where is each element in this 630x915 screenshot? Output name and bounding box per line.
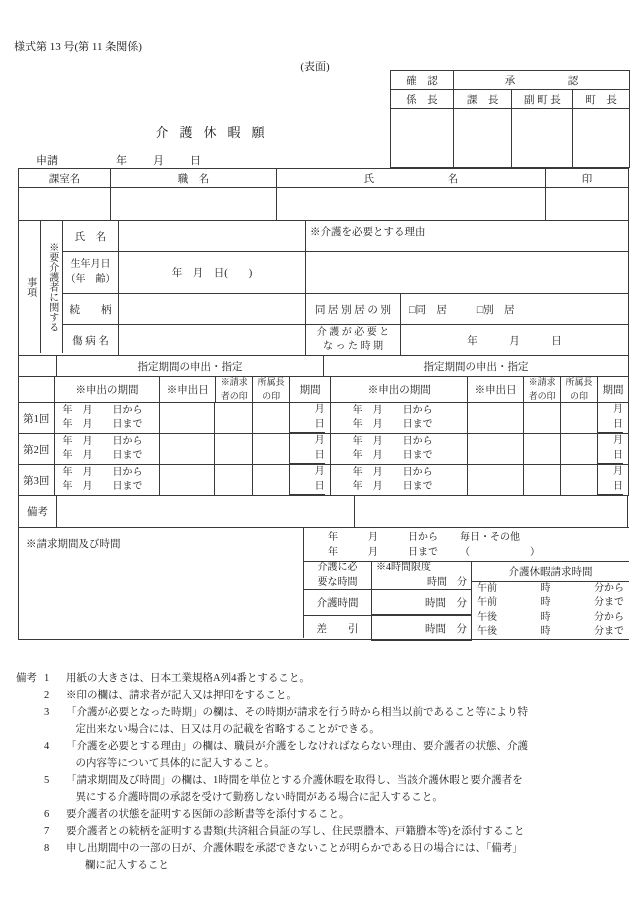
duration-month-3a: 月 [314, 466, 325, 477]
needed-care-line2: 要な時間 [317, 576, 358, 588]
period-to-1a: 年 月 日まで [62, 419, 143, 430]
label-claim-period: ※請求期間及び時間 [26, 539, 121, 550]
period-from-1b: 年 月 日から [352, 404, 433, 416]
list-item [16, 806, 620, 823]
period-col-duration-1: 期間 [290, 377, 331, 402]
col-header-position: 職 名 [111, 169, 277, 187]
duration-month-1a: 月 [314, 404, 325, 415]
period-from-3a: 年 月 日から [62, 466, 143, 478]
label-cohabitation: 同 居 別 居 の 別 [306, 294, 401, 324]
input-request-date-3b[interactable] [468, 465, 524, 495]
list-item[interactable] [477, 625, 624, 639]
remark-text-7: 要介護者との続柄を証明する書類(共済組合員証の写し、住民票謄本、戸籍謄本等)を添付すること [66, 826, 525, 837]
remark-text-3-line1: 「介護が必要となった時期」の欄は、その時期が請求を行う時から相当以前であること等により特 [66, 707, 528, 718]
remarks-spacer-3 [16, 704, 44, 738]
time-hour-1: 時 [540, 583, 551, 595]
duration-month-2b: 月 [612, 435, 623, 446]
approval-header-row [391, 71, 629, 90]
application-day: 日 [190, 155, 201, 167]
period-to-2b: 年 月 日まで [352, 450, 433, 461]
input-claim-dates[interactable] [304, 530, 629, 560]
input-department[interactable] [19, 188, 111, 220]
label-care-start-line2: な っ た 時 期 [323, 341, 383, 352]
checkbox-separate[interactable]: □別 居 [476, 304, 515, 316]
remark-text-5 [66, 772, 620, 806]
input-difference[interactable]: 時間 分 [372, 616, 472, 641]
input-claimant-seal-2b[interactable] [524, 434, 561, 464]
period-column-header-row [19, 377, 629, 403]
period-col-request-span-2: ※申出の期間 [331, 377, 468, 402]
duration-day-1a: 日 [314, 418, 325, 430]
list-item [16, 840, 620, 874]
period-col-supervisor-seal-2 [561, 377, 598, 402]
form-number: 様式第 13 号(第 11 条関係) [14, 41, 142, 53]
remark-number-7: 7 [44, 826, 50, 837]
input-name[interactable] [277, 188, 546, 220]
remarks-title: 備考 [16, 673, 37, 684]
supervisor-seal-line1: 所属長 [257, 377, 285, 388]
duration-month-1b: 月 [612, 404, 623, 415]
time-ampm-2: 午前 [477, 597, 497, 609]
approval-stamp-kakaricho[interactable] [391, 109, 454, 167]
list-item[interactable] [477, 611, 624, 625]
label-caregiver-name: 氏 名 [63, 221, 119, 251]
list-item [16, 704, 620, 738]
table-row [19, 403, 629, 434]
label-notes: 備考 [19, 496, 57, 527]
period-row-label-2: 第2回 [19, 434, 55, 464]
page-title: 介護休暇願 [155, 125, 276, 140]
input-request-date-1b[interactable] [468, 403, 524, 433]
remarks-spacer-7 [16, 823, 44, 840]
period-to-3b: 年 月 日まで [352, 481, 433, 492]
list-item [16, 687, 620, 704]
remark-number-4: 4 [44, 741, 50, 752]
period-col-duration-2: 期間 [598, 377, 629, 402]
checkbox-cohabit[interactable]: □同 居 [409, 304, 447, 316]
period-group-header-right: 指定期間の申出・指定 [324, 356, 629, 376]
period-to-1b: 年 月 日まで [352, 419, 433, 430]
notes-row [19, 496, 629, 528]
remarks-section [16, 670, 620, 874]
input-duration-2a[interactable] [290, 434, 331, 464]
label-caregiver-relation: 続 柄 [63, 294, 119, 324]
remark-number-5: 5 [44, 775, 50, 786]
input-duration-1b[interactable] [598, 403, 629, 433]
list-item[interactable] [477, 582, 624, 596]
approval-stamp-fukuchocho[interactable] [512, 109, 573, 167]
application-label: 申請 [36, 155, 58, 167]
supervisor-seal2-line1: 所属長 [565, 377, 593, 388]
label-care-start-line1: 介 護 が 必 要 と [316, 326, 390, 338]
list-item [16, 772, 620, 806]
label-care-time: 介護時間 [304, 590, 372, 615]
input-duration-1a[interactable] [290, 403, 331, 433]
period-group-header-left: 指定期間の申出・指定 [57, 356, 324, 376]
input-period-span-3b[interactable] [331, 465, 468, 495]
claimant-seal-line1: ※請求 [220, 377, 248, 388]
input-supervisor-seal-2b[interactable] [561, 434, 598, 464]
time-suffix-3: 分から [594, 611, 624, 623]
input-claimant-seal-2a[interactable] [215, 434, 252, 464]
time-ampm-3: 午後 [477, 611, 497, 623]
input-period-span-2a[interactable] [55, 434, 160, 464]
approval-stamp-chocho[interactable] [573, 109, 629, 167]
label-needed-care-time [304, 562, 372, 589]
input-duration-2b[interactable] [598, 434, 629, 464]
input-duration-3a[interactable] [290, 465, 331, 495]
remark-number-8: 8 [44, 843, 50, 854]
duration-day-2b: 日 [612, 449, 623, 461]
col-header-name: 氏 名 [277, 169, 546, 187]
input-duration-3b[interactable] [598, 465, 629, 495]
period-col-request-date-2: ※申出日 [468, 377, 524, 402]
supervisor-seal-line2: の印 [262, 390, 281, 401]
duration-month-2a: 月 [314, 435, 325, 446]
approval-stamp-kacho[interactable] [454, 109, 513, 167]
period-from-2a: 年 月 日から [62, 435, 143, 447]
duration-day-2a: 日 [314, 449, 325, 461]
remarks-spacer-6 [16, 806, 44, 823]
period-from-3b: 年 月 日から [352, 466, 433, 478]
approval-post-row [391, 90, 629, 109]
input-supervisor-seal-1a[interactable] [253, 403, 290, 433]
input-care-start-date[interactable]: 年 月 日 [401, 325, 629, 355]
approval-approve-header: 承 認 [504, 75, 579, 87]
remark-number-1: 1 [44, 673, 50, 684]
main-form-table [18, 168, 629, 640]
period-col-claimant-seal-1 [216, 377, 253, 402]
period-from-1a: 年 月 日から [62, 404, 143, 416]
period-col-spacer [19, 377, 55, 402]
input-period-span-2b[interactable] [331, 434, 468, 464]
time-ampm-4: 午後 [477, 625, 497, 637]
time-hour-2: 時 [540, 597, 551, 609]
remark-number-2: 2 [44, 690, 50, 701]
label-difference: 差 引 [304, 616, 372, 641]
approval-post-kacho: 課 長 [454, 90, 513, 108]
label-caregiver-illness: 傷 病 名 [63, 325, 119, 355]
supervisor-seal2-line2: の印 [569, 390, 588, 401]
period-col-claimant-seal-2 [524, 377, 561, 402]
applicant-header-row [19, 169, 629, 188]
remarks-spacer-2 [16, 687, 44, 704]
claim-period-to: 年 月 日まで [328, 546, 438, 558]
approval-post-chocho: 町 長 [585, 94, 617, 106]
time-ampm-1: 午前 [477, 583, 497, 595]
input-period-span-1a[interactable] [55, 403, 160, 433]
applicant-input-row [19, 188, 629, 221]
remark-text-4-line2: の内容等について具体的に記入すること。 [75, 758, 275, 769]
remark-text-2: ※印の欄は、請求者が記入又は押印をすること。 [66, 690, 297, 701]
duration-day-3a: 日 [314, 480, 325, 492]
input-claim-period-label-area[interactable] [19, 528, 304, 638]
input-period-span-1b[interactable] [331, 403, 468, 433]
label-birth-age: （年 齢） [65, 273, 116, 285]
list-item [16, 738, 620, 772]
label-caregiver-birth [63, 252, 119, 293]
remarks-spacer-8 [16, 840, 44, 874]
needed-care-line1: 介護に必 [317, 562, 358, 573]
care-reason-continued[interactable] [306, 252, 629, 293]
approval-box [390, 70, 630, 168]
input-request-date-1a[interactable] [160, 403, 216, 433]
period-col-supervisor-seal-1 [253, 377, 290, 402]
remark-text-5-line1: 「請求期間及び時間」の欄は、1時間を単位とする介護休暇を取得し、当該介護休暇と要介護者を [66, 775, 523, 786]
input-care-time[interactable]: 時間 分 [372, 590, 472, 615]
application-year: 年 [116, 155, 127, 167]
approval-post-fukuchocho: 副 町 長 [512, 90, 573, 108]
col-header-department: 課室名 [19, 169, 111, 187]
period-row-label-1: 第1回 [19, 403, 55, 433]
label-care-leave-request-time: 介護休暇請求時間 [472, 562, 629, 582]
label-birth-main: 生年月日 [70, 259, 111, 270]
period-from-2b: 年 月 日から [352, 435, 433, 447]
input-request-date-2b[interactable] [468, 434, 524, 464]
caregiver-vertical-label-inner: ※要介護者に関する [41, 221, 63, 353]
input-supervisor-seal-3a[interactable] [253, 465, 290, 495]
input-claimant-seal-1b[interactable] [524, 403, 561, 433]
label-four-hour-limit: ※4時間限度 [376, 562, 431, 573]
label-care-reason: ※介護を必要とする理由 [310, 227, 426, 238]
remarks-spacer-5 [16, 772, 44, 806]
remark-text-4-line1: 「介護を必要とする理由」の欄は、職員が介護をしなければならない理由、要介護者の状態、介護 [66, 741, 528, 752]
duration-day-1b: 日 [612, 418, 623, 430]
table-row [19, 465, 629, 496]
input-notes-right[interactable] [355, 496, 628, 527]
input-limit-time[interactable] [372, 562, 472, 589]
remark-text-5-line2: 異にする介護時間の承認を受けて勤務しない時間がある場合に記入すること。 [75, 792, 443, 803]
claim-period-from: 年 月 日から [328, 531, 438, 543]
limit-time-value: 時間 分 [427, 576, 467, 588]
period-to-2a: 年 月 日まで [62, 450, 143, 461]
input-seal[interactable] [546, 188, 629, 220]
input-caregiver-name[interactable] [119, 221, 306, 251]
list-item[interactable] [477, 596, 624, 610]
input-request-date-2a[interactable] [160, 434, 216, 464]
label-care-start-period [306, 325, 401, 355]
duration-day-3b: 日 [612, 480, 623, 492]
list-item [16, 823, 620, 840]
time-suffix-4: 分まで [594, 625, 624, 637]
input-request-date-3a[interactable] [160, 465, 216, 495]
col-header-seal: 印 [546, 169, 629, 187]
remark-text-8 [66, 840, 620, 874]
approval-stamp-row [391, 109, 629, 167]
input-period-span-3a[interactable] [55, 465, 160, 495]
approval-post-kakaricho: 係 長 [391, 90, 454, 108]
remark-text-6: 要介護者の状態を証明する医師の診断書等を添付すること。 [66, 809, 350, 820]
remark-text-8-line1: 申し出期間中の一部の日が、介護休暇を承認できないことが明らかである日の場合には、「備考」 [66, 843, 523, 854]
remarks-spacer-4 [16, 738, 44, 772]
input-supervisor-seal-2a[interactable] [253, 434, 290, 464]
period-col-request-date-1: ※申出日 [160, 377, 216, 402]
period-col-request-span-1: ※申出の期間 [55, 377, 161, 402]
period-to-3a: 年 月 日まで [62, 481, 143, 492]
time-suffix-1: 分から [594, 583, 624, 595]
input-supervisor-seal-3b[interactable] [561, 465, 598, 495]
application-date-line [36, 152, 201, 168]
period-group-spacer-left [19, 356, 57, 376]
claimant-seal2-line2: 者の印 [528, 390, 556, 401]
remark-number-3: 3 [44, 707, 50, 718]
input-supervisor-seal-1b[interactable] [561, 403, 598, 433]
remark-text-3-line2: 定出来ない場合には、日又は月の記載を省略することができる。 [75, 724, 380, 735]
claimant-seal-line2: 者の印 [220, 390, 248, 401]
remark-text-8-line2: 欄に記入すること [84, 860, 169, 871]
time-hour-3: 時 [540, 611, 551, 623]
period-group-header-row [19, 356, 629, 377]
table-row [19, 434, 629, 465]
duration-month-3b: 月 [612, 466, 623, 477]
input-claimant-seal-3a[interactable] [215, 465, 252, 495]
front-side-label: (表面) [300, 61, 330, 73]
list-item [16, 670, 620, 687]
time-suffix-2: 分まで [594, 597, 624, 609]
claimant-seal2-line1: ※請求 [528, 377, 556, 388]
input-claimant-seal-3b[interactable] [524, 465, 561, 495]
input-caregiver-illness[interactable] [119, 325, 306, 355]
input-caregiver-birth[interactable]: 年 月 日( ) [119, 252, 306, 293]
remark-text-1: 用紙の大きさは、日本工業規格A列4番とすること。 [66, 673, 310, 684]
cohabitation-options[interactable] [401, 294, 629, 324]
caregiver-vertical-label-outer: 事項 [19, 221, 41, 353]
approval-confirm-header: 確 認 [391, 71, 454, 89]
claim-frequency-other[interactable]: （ ） [460, 546, 540, 558]
input-caregiver-relation[interactable] [119, 294, 306, 324]
remark-number-6: 6 [44, 809, 50, 820]
application-month: 月 [153, 155, 164, 167]
claim-frequency-label: 毎日・その他 [460, 531, 520, 543]
remark-text-4 [66, 738, 620, 772]
input-position[interactable] [111, 188, 277, 220]
time-hour-4: 時 [540, 625, 551, 637]
input-claimant-seal-1a[interactable] [215, 403, 252, 433]
input-notes-left[interactable] [57, 496, 355, 527]
input-care-leave-times[interactable] [472, 582, 629, 639]
period-row-label-3: 第3回 [19, 465, 55, 495]
remark-text-3 [66, 704, 620, 738]
